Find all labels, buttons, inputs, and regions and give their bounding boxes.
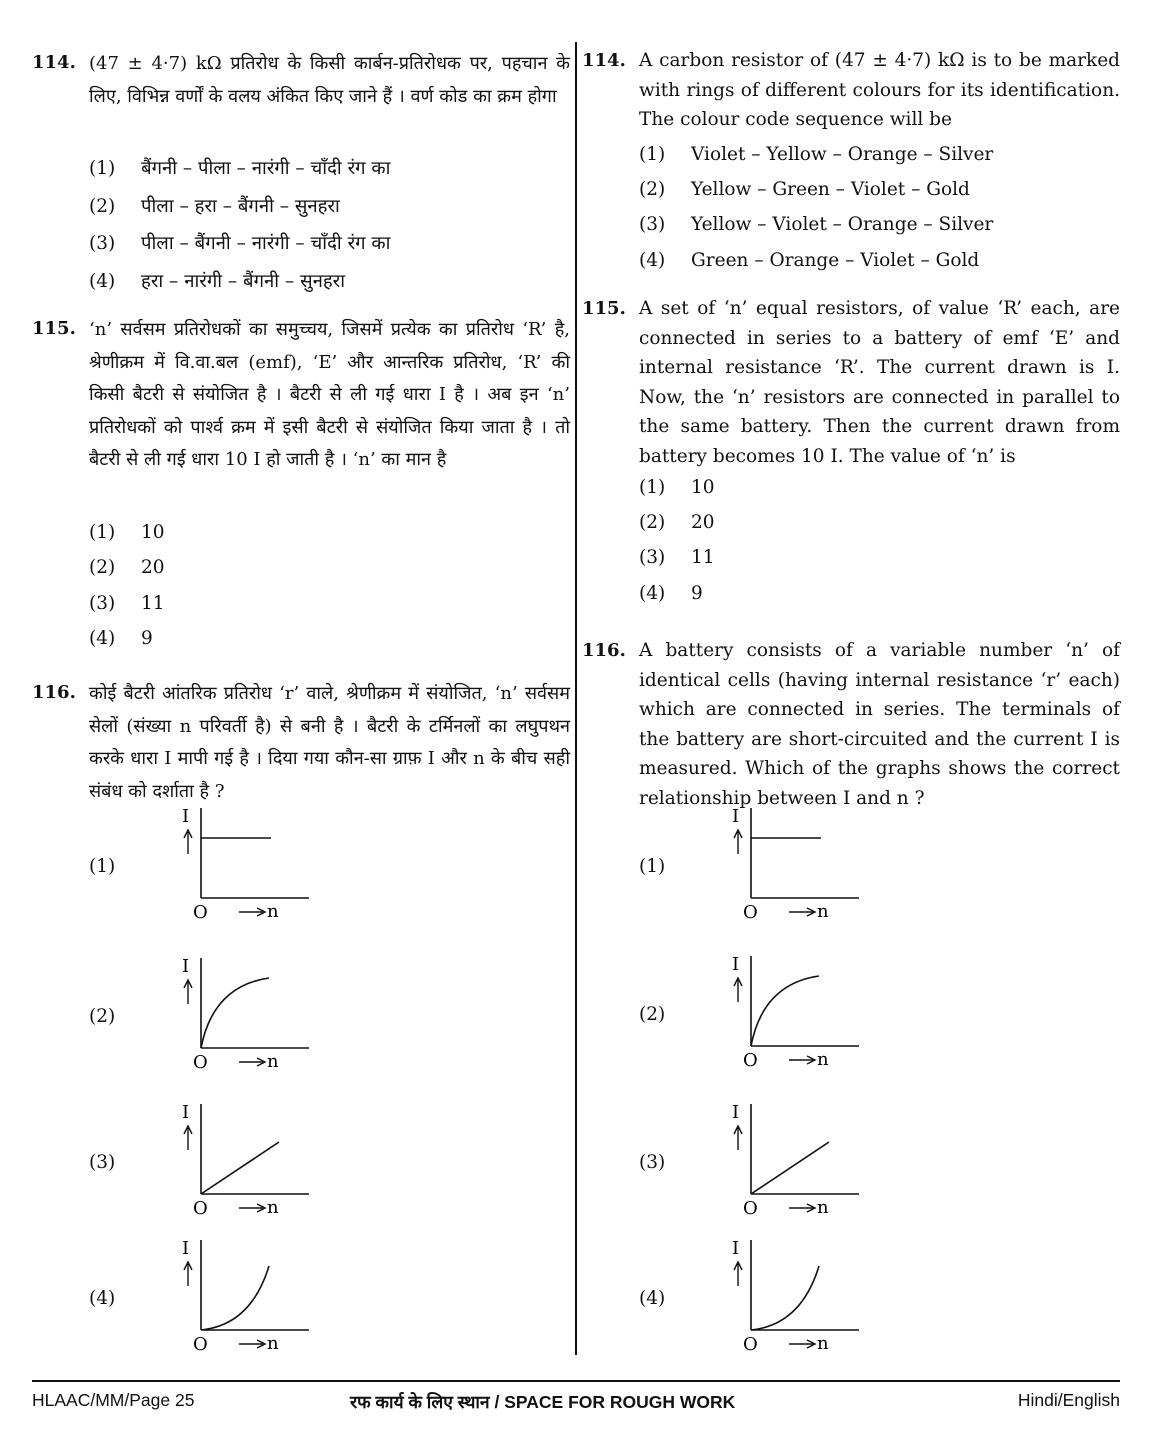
origin-label: O bbox=[193, 902, 208, 923]
x-axis-label: n bbox=[267, 1333, 279, 1354]
graph-option-number: (2) bbox=[89, 1006, 116, 1027]
graph-option-number: (3) bbox=[89, 1152, 116, 1173]
y-axis-label: I bbox=[732, 806, 740, 827]
question-number: 115. bbox=[32, 318, 76, 339]
question-text: (47 ± 4·7) kΩ प्रतिरोध के किसी कार्बन-प्रतिरोधक पर, पहचान के लिए, विभिन्न वर्णों के वलय अंकित किए जाने हैं । वर्ण कोड का क्रम होगा bbox=[89, 53, 570, 107]
question-text: कोई बैटरी आंतरिक प्रतिरोध ‘r’ वाले, श्रेणीक्रम में संयोजित, ‘n’ सर्वसम सेलों (संख्या n परिवर्ती है) से बनी है । बैटरी के टर्मिनलों का लघुपथन करके धारा I मापी गई है । दिया गया कौन-सा ग्राफ़ I और n के बीच सही संबंध को दर्शाता है ? bbox=[89, 683, 570, 802]
page-code: HLAAC/MM/Page 25 bbox=[32, 1390, 195, 1410]
option-2: (2) Yellow – Green – Violet – Gold bbox=[639, 179, 970, 200]
question-115-english bbox=[582, 294, 1120, 604]
question-114-hindi bbox=[32, 48, 570, 292]
option-1: (1) 10 bbox=[639, 477, 715, 498]
x-axis-label: n bbox=[267, 901, 279, 922]
graph-option-number: (1) bbox=[89, 856, 116, 877]
question-text: A set of ‘n’ equal resistors, of value ‘R’ each, are connected in series to a battery of emf ‘E’ and internal resistance ‘R’. The current drawn is I. Now, the ‘n’ resistors are connected in parallel to the same battery. Then the current drawn from battery becomes 10 I. The value of ‘n’ is bbox=[639, 298, 1120, 467]
y-axis-label: I bbox=[182, 806, 190, 827]
graph-svg bbox=[691, 1240, 851, 1355]
question-116-hindi bbox=[32, 678, 570, 1355]
question-number: 114. bbox=[32, 52, 76, 73]
graph-svg bbox=[691, 1104, 851, 1219]
option-2: (2) 20 bbox=[639, 512, 715, 533]
option-4: (4) 9 bbox=[639, 583, 703, 604]
option-1: (1) 10 bbox=[89, 522, 165, 543]
option-4: (4) Green – Orange – Violet – Gold bbox=[639, 250, 980, 271]
graph-svg bbox=[141, 1240, 301, 1355]
graph-option-number: (3) bbox=[639, 1152, 666, 1173]
x-axis-label: n bbox=[817, 1049, 829, 1070]
x-axis-label: n bbox=[817, 901, 829, 922]
option-3: (3) Yellow – Violet – Orange – Silver bbox=[639, 214, 994, 235]
graph-svg bbox=[141, 1104, 301, 1219]
origin-label: O bbox=[743, 1334, 758, 1355]
origin-label: O bbox=[743, 1050, 758, 1071]
graph-svg bbox=[691, 956, 851, 1071]
x-axis-label: n bbox=[267, 1197, 279, 1218]
question-text: A carbon resistor of (47 ± 4·7) kΩ is to be marked with rings of different colours for its identification. The colour code sequence will be bbox=[639, 50, 1120, 130]
y-axis-label: I bbox=[182, 1102, 190, 1123]
y-axis-label: I bbox=[732, 1102, 740, 1123]
i-vs-n-curve bbox=[201, 978, 269, 1048]
column-divider bbox=[575, 42, 577, 1355]
option-2: (2) पीला – हरा – बैंगनी – सुनहरा bbox=[89, 196, 340, 217]
origin-label: O bbox=[193, 1198, 208, 1219]
graph-svg bbox=[691, 808, 851, 923]
i-vs-n-curve bbox=[201, 1266, 269, 1330]
i-vs-n-curve bbox=[751, 1142, 829, 1194]
option-1: (1) Violet – Yellow – Orange – Silver bbox=[639, 144, 994, 165]
question-114-english bbox=[582, 46, 1120, 271]
x-axis-label: n bbox=[817, 1333, 829, 1354]
graph-svg bbox=[141, 808, 301, 923]
option-2: (2) 20 bbox=[89, 557, 165, 578]
footer-rule bbox=[32, 1380, 1120, 1382]
question-number: 116. bbox=[32, 682, 76, 703]
origin-label: O bbox=[193, 1052, 208, 1073]
option-3: (3) 11 bbox=[639, 547, 715, 568]
graph-option-number: (4) bbox=[89, 1288, 116, 1309]
graph-option-number: (1) bbox=[639, 856, 666, 877]
x-axis-label: n bbox=[817, 1197, 829, 1218]
question-text: A battery consists of a variable number ‘n’ of identical cells (having internal resistance ‘r’ each) which are connected in series. The terminals of the battery are short-circuited and the current I is measured. Which of the graphs shows the correct relationship between I and n ? bbox=[639, 640, 1120, 809]
i-vs-n-curve bbox=[751, 976, 819, 1046]
graph-option-number: (2) bbox=[639, 1004, 666, 1025]
option-1: (1) बैंगनी – पीला – नारंगी – चाँदी रंग का bbox=[89, 158, 391, 179]
y-axis-label: I bbox=[732, 1238, 740, 1259]
question-number: 114. bbox=[582, 50, 626, 71]
option-4: (4) हरा – नारंगी – बैंगनी – सुनहरा bbox=[89, 271, 346, 292]
question-text: ‘n’ सर्वसम प्रतिरोधकों का समुच्चय, जिसमें प्रत्येक का प्रतिरोध ‘R’ है, श्रेणीक्रम में वि.वा.बल (emf), ‘E’ और आन्तरिक प्रतिरोध, ‘R’ की किसी बैटरी से संयोजित है । बैटरी से ली गई धारा I है । अब इन ‘n’ प्रतिरोधकों को पार्श्व क्रम में इसी बैटरी से संयोजित किया जाता है । तो बैटरी से ली गई धारा 10 I हो जाती है । ‘n’ का मान है bbox=[89, 319, 570, 470]
y-axis-label: I bbox=[182, 1238, 190, 1259]
option-3: (3) पीला – बैंगनी – नारंगी – चाँदी रंग का bbox=[89, 233, 391, 254]
origin-label: O bbox=[743, 1198, 758, 1219]
x-axis-label: n bbox=[267, 1051, 279, 1072]
graph-svg bbox=[141, 958, 301, 1073]
question-number: 116. bbox=[582, 640, 626, 661]
i-vs-n-curve bbox=[201, 1142, 279, 1194]
option-3: (3) 11 bbox=[89, 593, 165, 614]
language-label: Hindi/English bbox=[1017, 1390, 1120, 1410]
question-115-hindi bbox=[32, 314, 570, 649]
i-vs-n-curve bbox=[751, 1266, 819, 1330]
y-axis-label: I bbox=[732, 954, 740, 975]
y-axis-label: I bbox=[182, 956, 190, 977]
rough-work-label: रफ कार्य के लिए स्थान / SPACE FOR ROUGH WORK bbox=[350, 1392, 736, 1412]
origin-label: O bbox=[743, 902, 758, 923]
option-4: (4) 9 bbox=[89, 628, 153, 649]
graph-option-number: (4) bbox=[639, 1288, 666, 1309]
question-number: 115. bbox=[582, 298, 626, 319]
origin-label: O bbox=[193, 1334, 208, 1355]
question-116-english bbox=[582, 636, 1120, 1355]
